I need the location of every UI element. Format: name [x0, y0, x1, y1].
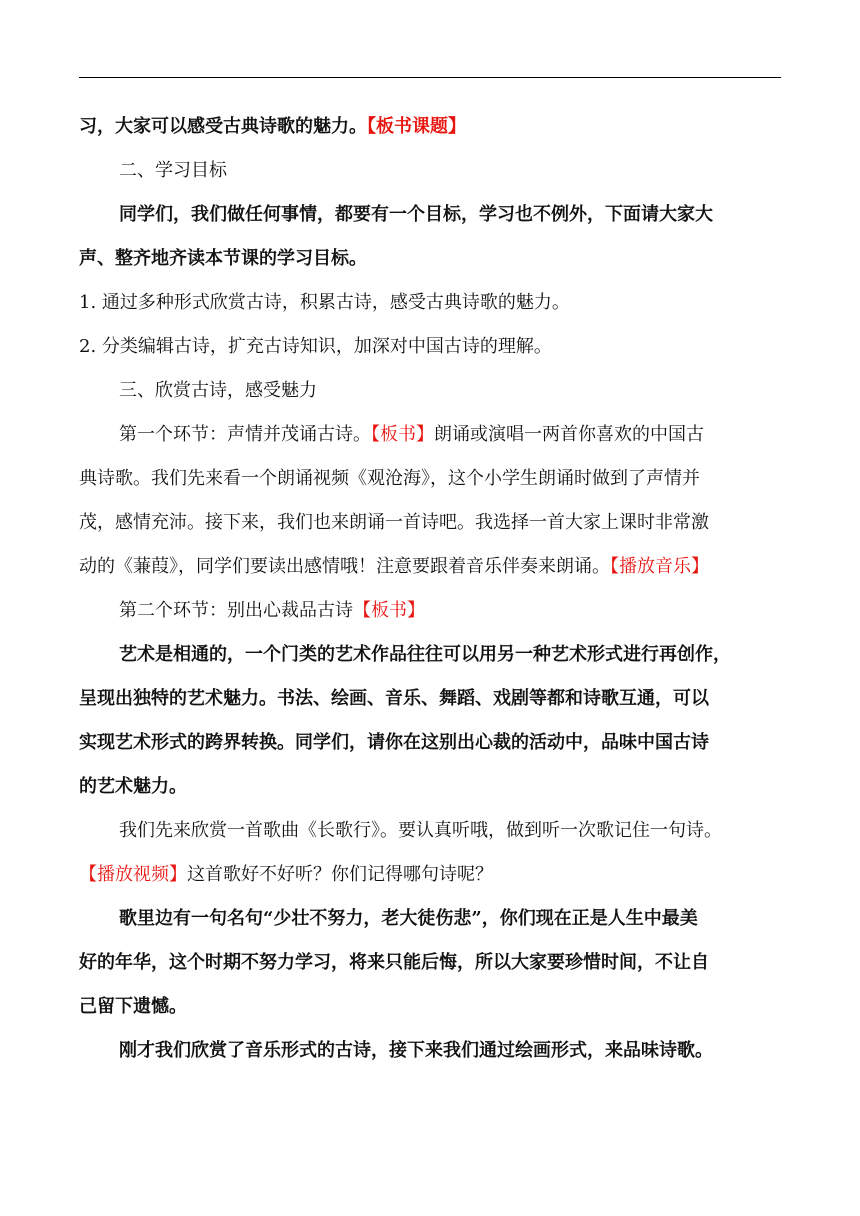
text-segment: 呈现出独特的艺术魅力。书法、绘画、音乐、舞蹈、戏剧等都和诗歌互通，可以 [79, 688, 709, 709]
text-line [79, 549, 797, 593]
annotation-tag: 【播放视频】 [79, 864, 187, 885]
text-line [79, 989, 797, 1033]
header-rule [79, 77, 781, 78]
text-line [79, 153, 797, 197]
text-line [79, 373, 797, 417]
text-line [79, 329, 797, 373]
text-line [79, 857, 797, 901]
text-segment: 歌里边有一句名句“少壮不努力，老大徒伤悲”，你们现在正是人生中最美 [119, 908, 698, 929]
text-segment: 习，大家可以感受古典诗歌的魅力。 [79, 116, 367, 137]
document-body [79, 109, 797, 1077]
text-line [79, 813, 797, 857]
text-line [79, 1033, 797, 1077]
text-line [79, 901, 797, 945]
text-segment: 典诗歌。我们先来看一个朗诵视频《观沧海》，这个小学生朗诵时做到了声情并 [79, 468, 700, 489]
text-line [79, 109, 797, 153]
text-line [79, 769, 797, 813]
annotation-tag: 【播放音乐】 [610, 556, 709, 577]
text-line [79, 417, 797, 461]
text-line [79, 461, 797, 505]
text-segment: 同学们，我们做任何事情，都要有一个目标，学习也不例外，下面请大家大 [119, 204, 713, 225]
text-segment: 的艺术魅力。 [79, 776, 187, 797]
text-segment: 第一个环节：声情并茂诵古诗。 [119, 424, 371, 445]
text-line [79, 241, 797, 285]
text-segment: 实现艺术形式的跨界转换。同学们，请你在这别出心裁的活动中，品味中国古诗 [79, 732, 709, 753]
text-segment: 1. 通过多种形式欣赏古诗，积累古诗，感受古典诗歌的魅力。 [79, 292, 570, 313]
text-line [79, 505, 797, 549]
text-segment: 三、欣赏古诗，感受魅力 [119, 380, 317, 401]
text-segment: 第二个环节：别出心裁品古诗 [119, 600, 353, 621]
annotation-tag: 【板书课题】 [367, 116, 466, 137]
text-segment: 己留下遗憾。 [79, 996, 187, 1017]
text-segment: 好的年华，这个时期不努力学习，将来只能后悔，所以大家要珍惜时间，不让自 [79, 952, 709, 973]
text-segment: 动的《蒹葭》，同学们要读出感情哦！注意要跟着音乐伴奏来朗诵。 [79, 556, 610, 577]
text-line [79, 593, 797, 637]
text-segment: 2. 分类编辑古诗，扩充古诗知识，加深对中国古诗的理解。 [79, 336, 552, 357]
annotation-tag: 【板书】 [353, 600, 425, 621]
text-segment: 这首歌好不好听？你们记得哪句诗呢？ [187, 864, 493, 885]
text-line [79, 681, 797, 725]
text-line [79, 945, 797, 989]
text-segment: 二、学习目标 [119, 160, 227, 181]
annotation-tag: 【板书】 [371, 424, 434, 445]
text-line [79, 285, 797, 329]
text-segment: 我们先来欣赏一首歌曲《长歌行》。要认真听哦，做到听一次歌记住一句诗。 [119, 820, 722, 841]
text-segment: 声、整齐地齐读本节课的学习目标。 [79, 248, 367, 269]
text-segment: 朗诵或演唱一两首你喜欢的中国古 [434, 424, 704, 445]
text-segment: 刚才我们欣赏了音乐形式的古诗，接下来我们通过绘画形式，来品味诗歌。 [119, 1040, 713, 1061]
text-line [79, 725, 797, 769]
text-line [79, 197, 797, 241]
text-segment: 茂，感情充沛。接下来，我们也来朗诵一首诗吧。我选择一首大家上课时非常激 [79, 512, 709, 533]
text-line [79, 637, 797, 681]
text-segment: 艺术是相通的，一个门类的艺术作品往往可以用另一种艺术形式进行再创作， [119, 644, 731, 665]
